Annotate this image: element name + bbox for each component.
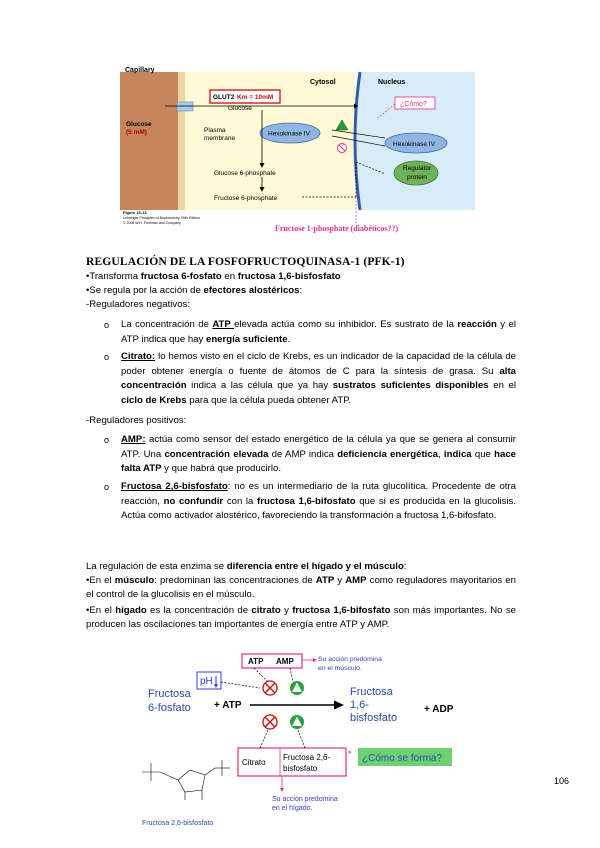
structure-label: Fructosa 2,6-bisfosfato — [142, 820, 214, 827]
section-title: REGULACIÓN DE LA FOSFOFRUCTOQUINASA-1 (PFK-1) — [86, 255, 405, 268]
cytosol-label: Cytosol — [310, 79, 336, 86]
positive-regulators-heading: -Reguladores positivos: — [86, 415, 187, 426]
f26-paragraph: Fructosa 2,6-bisfosfato: no es un intermediario de la ruta glucolítica. Procedente de otra reacción, no confundir con la fructosa 1,6-bifosfato que si es producida en la glucolisis. Actúa como activador alostérico, favoreciendo la transformación a fructosa 1,6-bifosfato. — [121, 481, 516, 522]
amp-paragraph: AMP: actúa como sensor del estado energético de la célula ya que se genera al consumir ATP. Una concentración elevada de AMP indica deficiencia energética, indica que hace falta ATP y que habrá que producirlo. — [121, 434, 516, 475]
protein-label: protein — [407, 174, 427, 181]
page-number: 106 — [554, 776, 570, 786]
liver-paragraph: •En el hígado es la concentración de citrato y fructosa 1,6-bifosfato son más importantes. No se producen las oscilaciones tan importantes de energía entre ATP y AMP. — [86, 605, 516, 630]
ph-label: pH — [200, 676, 213, 687]
negative-regulators-heading: -Reguladores negativos: — [86, 299, 190, 310]
citrato-label: Citrato — [242, 758, 266, 767]
g6p-label: Glucose 6-phosphate — [214, 170, 276, 177]
product-label-3: bisfosfato — [350, 712, 398, 724]
figure-credit-2: © 2008 W.H. Freeman and Company — [123, 221, 181, 225]
figure-credit-1: Lehninger Principles of Biochemistry, Fifth Edition — [123, 216, 200, 220]
capillary-label: Capillary — [125, 67, 155, 74]
metabolism-figure — [120, 60, 475, 230]
glucose-capillary-label: Glucose — [126, 121, 152, 128]
glucose-label: Glucose — [228, 105, 252, 112]
liver-note-2: en el hígado. — [272, 805, 313, 812]
hexokinase-cytosol-label: Hexokinase IV — [268, 130, 310, 138]
muscle-note-2: en el músculo. — [318, 665, 362, 672]
liver-note-1: Su acción predomina — [272, 796, 338, 803]
bullet-amp: o — [104, 435, 110, 445]
substrate-label-2: 6-fosfato — [148, 702, 191, 714]
plasma-label: Plasma — [204, 127, 226, 134]
regulator-label: Regulator — [403, 165, 432, 172]
regulation-intro: La regulación de esta enzima se diferencia entre el hígado y el músculo: — [86, 561, 407, 572]
glucose-concentration: (5 mM) — [126, 129, 147, 136]
intro-line-1: •Transforma fructosa 6-fosfato en fructosa 1,6-bisfosfato — [86, 271, 341, 282]
amp-label: AMP — [276, 657, 294, 666]
product-label-2: 1,6- — [350, 699, 369, 711]
muscle-paragraph: •En el músculo: predominan las concentraciones de ATP y AMP como reguladores mayoritarios en el control de la glucolisis en el músculo. — [86, 575, 516, 600]
star-icon: * — [348, 749, 352, 759]
f6p-label: Fructose 6-phosphate — [214, 195, 278, 202]
f26bp-structure — [142, 760, 230, 800]
citrato-paragraph: Citrato: lo hemos visto en el ciclo de Krebs, es un indicador de la capacidad de la célula de poder obtener energía o fuente de átomos de C para la síntesis de grasa. Su alta concentración indica a las célula que ya hay sustratos suficientes disponibles en el ciclo de Krebs para que la célula pueda obtener ATP. — [121, 351, 516, 406]
atp-label: ATP — [248, 657, 264, 666]
nucleus-label: Nucleus — [378, 79, 406, 86]
capillary-region — [120, 72, 178, 210]
membrane-label: membrane — [204, 135, 236, 142]
como-se-forma-label: ¿Cómo se forma? — [362, 753, 443, 764]
plus-atp: + ATP — [214, 700, 242, 711]
km-label: Km = 10mM — [237, 94, 274, 101]
bullet-atp: o — [104, 320, 110, 330]
substrate-label-1: Fructosa — [148, 688, 191, 700]
muscle-note-1: Su acción predomina — [318, 656, 382, 663]
figure-number: Figure 15-13 — [123, 210, 147, 215]
atp-paragraph: La concentración de ATP elevada actúa como su inhibidor. Es sustrato de la reacción y el ATP indica que hay energía suficiente. — [121, 319, 516, 345]
plus-adp: + ADP — [424, 704, 454, 715]
bullet-citrato: o — [104, 352, 110, 362]
fructose-1-phosphate-caption: Fructose 1-phosphate (diabéticos??) — [275, 224, 399, 233]
bullet-f26: o — [104, 482, 110, 492]
intro-line-2: •Se regula por la acción de efectores alostéricos: — [86, 285, 303, 296]
pfk1-regulation-figure — [130, 650, 490, 830]
product-label-1: Fructosa — [350, 686, 393, 698]
glut2-label: GLUT2 — [213, 94, 235, 101]
hexokinase-nucleus-label: Hexokinase IV — [393, 141, 435, 148]
f26bp-label-2: bisfosfato — [283, 764, 318, 773]
como-label: ¿Cómo? — [400, 101, 427, 108]
f26bp-label-1: Fructosa 2,6- — [283, 753, 331, 762]
